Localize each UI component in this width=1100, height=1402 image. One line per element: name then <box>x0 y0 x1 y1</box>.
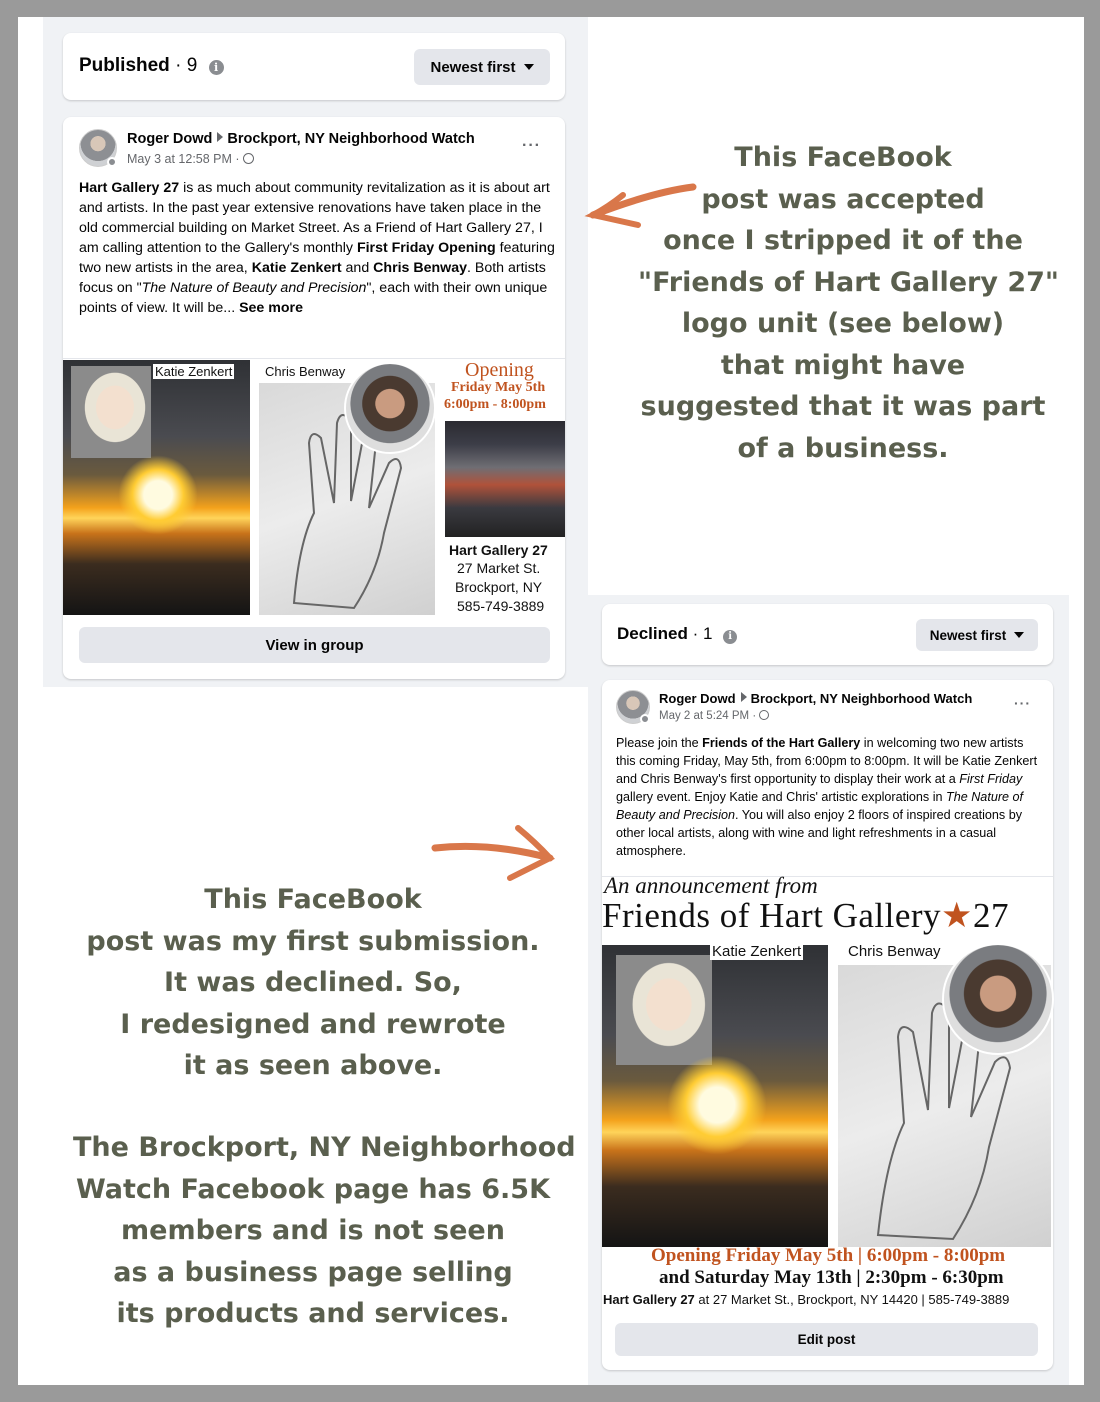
note-group-info: The Brockport, NY Neighborhood Watch Facebook page has 6.5K members and is not seen as a business page selling its products and services. <box>73 1132 576 1329</box>
opening-time: 6:00pm - 8:00pm <box>444 397 546 412</box>
post-timestamp[interactable]: May 2 at 5:24 PM <box>659 710 750 722</box>
katie-photo <box>63 360 250 615</box>
info-icon[interactable]: i <box>209 60 224 75</box>
published-panel <box>43 17 588 687</box>
declined-header-card <box>602 604 1053 665</box>
chris-label: Chris Benway <box>848 943 941 960</box>
declined-post-card <box>602 680 1053 1370</box>
opening-line: Opening Friday May 5th | 6:00pm - 8:00pm <box>651 1245 1006 1266</box>
post-timestamp[interactable]: May 3 at 12:58 PM <box>127 152 232 166</box>
arrow-left-icon <box>583 177 703 237</box>
post-body: Please join the Friends of the Hart Gallery in welcoming two new artists this coming Friday, May 5th, from 6:00pm to 8:00pm. It will be Katie Zenkert and Chris Benway's first opportunity to display their work at a First Friday gallery event. Enjoy Katie and Chris' artistic explorations in The Nature of Beauty and Precision. You will also enjoy 2 floors of inspired creations by other local artists, along with wine and light refreshments in a casual atmosphere. <box>616 736 1038 858</box>
post-body: Hart Gallery 27 is as much about community revitalization as it is about art and artists. In the past year extensive renovations have taken place in the old commercial building on Market Street. As a Friend of Hart Gallery 27, I am calling attention to the Gallery's monthly First Friday Opening featuring two new artists in the area, Katie Zenkert and Chris Benway. Both artists focus on "The Nature of Beauty and Precision", each with their own unique points of view. It will be... See more <box>79 180 555 316</box>
address-line: Hart Gallery 27 at 27 Market St., Brockport, NY 14420 | 585-749-3889 <box>603 1292 1010 1307</box>
note-accepted: This FaceBook post was accepted once I stripped it of the "Friends of Hart Gallery 27" logo unit (see below) that might have suggested that it was part of a business. <box>638 142 1059 464</box>
arrow-right-icon <box>217 132 223 142</box>
status-dot <box>640 714 650 724</box>
post-author-line <box>659 691 972 706</box>
star-icon: ★ <box>941 896 973 935</box>
chris-portrait <box>344 362 436 454</box>
declined-title: Declined · 1 i <box>617 624 737 644</box>
post-meta: May 3 at 12:58 PM · <box>127 152 254 166</box>
post-author-line <box>127 131 475 147</box>
sort-dropdown-label: Newest first <box>430 58 516 76</box>
arrow-right-icon <box>430 820 560 885</box>
info-icon[interactable]: i <box>723 630 737 644</box>
note-declined: This FaceBook post was my first submission. It was declined. So, I redesigned and rewrote it as seen above. <box>86 884 540 1081</box>
saturday-line: and Saturday May 13th | 2:30pm - 6:30pm <box>659 1267 1004 1288</box>
announcement-line: An announcement from <box>604 873 818 898</box>
members-icon <box>243 153 254 164</box>
gallery-phone: 585-749-3889 <box>457 598 545 614</box>
see-more-link[interactable]: See more <box>239 300 303 316</box>
opening-date: Friday May 5th <box>451 380 546 395</box>
author-name[interactable]: Roger Dowd <box>127 131 213 147</box>
sort-dropdown-label: Newest first <box>929 627 1007 643</box>
gallery-street: 27 Market St. <box>457 560 541 576</box>
opening-title: Opening <box>465 359 534 381</box>
author-name[interactable]: Roger Dowd <box>659 691 736 706</box>
avatar[interactable] <box>79 129 117 167</box>
gallery-city: Brockport, NY <box>455 579 543 595</box>
more-options-button[interactable]: ··· <box>1014 695 1031 711</box>
members-icon <box>759 710 769 720</box>
group-name[interactable]: Brockport, NY Neighborhood Watch <box>227 131 475 147</box>
page-sheet <box>18 17 1084 1385</box>
katie-label: Katie Zenkert <box>712 943 802 960</box>
sort-dropdown[interactable] <box>414 49 550 85</box>
arrow-right-icon <box>741 692 747 702</box>
katie-photo <box>602 945 828 1247</box>
group-name[interactable]: Brockport, NY Neighborhood Watch <box>750 691 973 706</box>
chris-portrait <box>942 943 1054 1055</box>
published-title: Published · 9 i <box>79 55 224 77</box>
more-options-button[interactable]: ··· <box>522 137 541 154</box>
post-image[interactable] <box>63 358 565 614</box>
post-image[interactable] <box>602 873 1053 1314</box>
chevron-down-icon <box>524 64 534 70</box>
edit-post-button[interactable]: Edit post <box>615 1323 1038 1356</box>
status-dot <box>107 157 117 167</box>
gallery-photo <box>445 421 565 537</box>
published-post-card <box>63 117 565 679</box>
view-in-group-button[interactable]: View in group <box>79 627 550 663</box>
gallery-name: Hart Gallery 27 <box>449 542 548 558</box>
declined-panel <box>588 595 1069 1385</box>
sort-dropdown[interactable] <box>916 619 1038 651</box>
published-header-card <box>63 33 565 100</box>
post-meta: May 2 at 5:24 PM · <box>659 710 769 722</box>
chevron-down-icon <box>1014 632 1024 638</box>
friends-logo: Friends of Hart Gallery★27 <box>602 896 1009 935</box>
katie-label: Katie Zenkert <box>155 364 233 379</box>
chris-label: Chris Benway <box>265 364 346 379</box>
avatar[interactable] <box>616 690 650 724</box>
